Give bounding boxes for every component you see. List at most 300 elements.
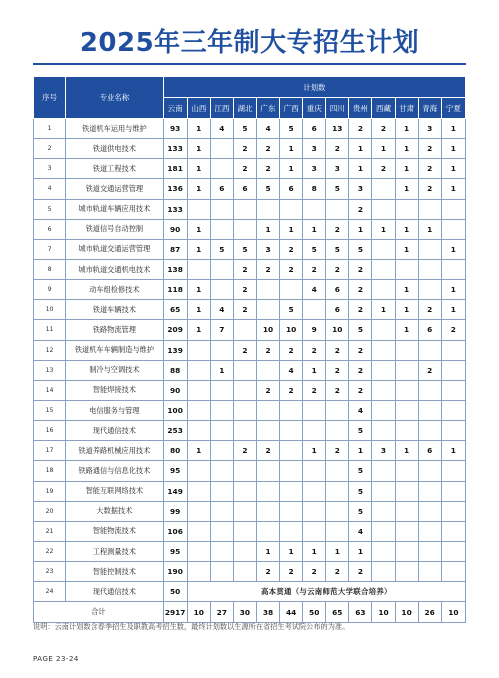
plan-cell [210,481,233,501]
plan-cell [187,360,210,380]
plan-cell [256,521,279,541]
plan-cell [187,199,210,219]
header-seq: 序号 [34,77,66,119]
plan-cell [187,400,210,420]
plan-cell: 1 [303,441,326,461]
plan-cell: 4 [303,280,326,300]
plan-cell: 6 [210,179,233,199]
plan-cell [395,360,418,380]
plan-cell: 1 [349,219,372,239]
plan-cell: 2 [280,239,303,259]
header-major: 专业名称 [66,77,163,119]
plan-cell [210,562,233,582]
plan-cell [210,199,233,219]
plan-cell [256,280,279,300]
table-row [34,159,466,179]
plan-cell [418,199,441,219]
plan-cell: 5 [349,320,372,340]
table-row [34,562,466,582]
header-province: 广西 [280,98,303,119]
plan-cell: 1 [395,320,418,340]
plan-cell: 1 [187,179,210,199]
plan-cell: 6 [280,179,303,199]
table-row [34,400,466,420]
plan-cell [326,501,349,521]
major-name: 城市轨道交通运营管理 [66,239,163,259]
plan-cell [210,340,233,360]
plan-cell [233,421,256,441]
plan-cell [372,461,395,481]
plan-cell: 118 [163,280,187,300]
row-number: 4 [34,179,66,199]
plan-cell: 1 [395,300,418,320]
header-province: 宁夏 [441,98,465,119]
plan-cell: 1 [256,541,279,561]
plan-cell [187,501,210,521]
header-province: 湖北 [233,98,256,119]
plan-cell [256,400,279,420]
plan-cell: 2 [349,280,372,300]
row-number: 21 [34,521,66,541]
plan-cell: 2 [349,360,372,380]
plan-cell [395,501,418,521]
plan-cell: 5 [303,239,326,259]
major-name: 制冷与空调技术 [66,360,163,380]
plan-cell [418,380,441,400]
plan-cell [418,481,441,501]
plan-cell: 1 [395,239,418,259]
plan-cell: 5 [280,300,303,320]
plan-cell: 5 [256,179,279,199]
total-cell: 26 [418,602,441,623]
plan-cell: 6 [418,320,441,340]
plan-cell [372,179,395,199]
major-name: 电信服务与管理 [66,400,163,420]
plan-cell: 5 [326,239,349,259]
plan-cell: 2 [256,340,279,360]
plan-cell: 2 [233,340,256,360]
row-number: 24 [34,582,66,602]
plan-cell: 2 [326,219,349,239]
plan-cell: 2 [326,340,349,360]
header-plan: 计划数 [163,77,465,98]
plan-cell: 2 [418,159,441,179]
plan-cell: 1 [349,139,372,159]
plan-cell [326,199,349,219]
table-row [34,219,466,239]
plan-cell: 5 [233,239,256,259]
plan-cell: 2 [441,320,465,340]
plan-cell [372,421,395,441]
plan-cell [418,340,441,360]
row-number: 19 [34,481,66,501]
plan-cell: 88 [163,360,187,380]
plan-cell: 93 [163,119,187,139]
plan-cell [303,300,326,320]
plan-cell [210,219,233,239]
plan-cell: 2 [233,280,256,300]
plan-cell: 1 [349,441,372,461]
table-row [34,501,466,521]
plan-cell [280,280,303,300]
plan-cell [395,340,418,360]
plan-cell: 1 [187,300,210,320]
plan-cell [372,259,395,279]
plan-cell [372,239,395,259]
plan-cell: 2 [418,179,441,199]
row-number: 17 [34,441,66,461]
plan-cell [280,199,303,219]
total-cell: 44 [280,602,303,623]
plan-cell: 149 [163,481,187,501]
plan-cell: 10 [256,320,279,340]
plan-cell: 90 [163,380,187,400]
plan-cell [395,562,418,582]
plan-cell: 2 [256,562,279,582]
major-name: 城市轨道车辆应用技术 [66,199,163,219]
total-cell: 30 [233,602,256,623]
plan-cell: 5 [349,461,372,481]
table-row [34,239,466,259]
plan-cell: 4 [210,119,233,139]
plan-cell [372,380,395,400]
plan-cell [210,541,233,561]
plan-cell [303,501,326,521]
plan-cell [372,481,395,501]
row-number: 3 [34,159,66,179]
plan-cell: 1 [395,179,418,199]
table-row [34,199,466,219]
plan-cell: 50 [163,582,187,602]
plan-cell [303,400,326,420]
plan-cell: 1 [280,541,303,561]
major-name: 动车组检修技术 [66,280,163,300]
plan-cell: 1 [395,280,418,300]
total-cell: 38 [256,602,279,623]
plan-cell [372,340,395,360]
plan-cell [441,219,465,239]
table-row [34,461,466,481]
table-row [34,259,466,279]
plan-cell: 2 [326,441,349,461]
plan-cell: 1 [395,119,418,139]
major-name: 智能互联网络技术 [66,481,163,501]
plan-cell [233,360,256,380]
plan-cell: 5 [349,421,372,441]
plan-cell [372,541,395,561]
total-cell: 63 [349,602,372,623]
plan-cell: 4 [349,521,372,541]
plan-cell [280,400,303,420]
table-row [34,582,466,602]
plan-cell: 1 [187,320,210,340]
plan-cell: 1 [349,159,372,179]
plan-cell [233,562,256,582]
plan-cell: 2 [233,159,256,179]
plan-cell [256,300,279,320]
plan-cell: 2 [326,139,349,159]
plan-cell [418,461,441,481]
table-row [34,340,466,360]
plan-cell: 1 [256,219,279,239]
plan-cell: 2 [233,441,256,461]
plan-cell: 3 [326,159,349,179]
plan-cell [418,259,441,279]
plan-cell: 2 [349,380,372,400]
plan-cell: 2 [349,562,372,582]
page-title: 2025年三年制大专招生计划 [79,28,420,58]
table-row [34,521,466,541]
plan-cell: 1 [441,159,465,179]
plan-cell [418,400,441,420]
plan-cell: 2 [326,380,349,400]
plan-cell: 6 [233,179,256,199]
row-number: 23 [34,562,66,582]
plan-cell: 1 [280,159,303,179]
plan-cell [256,501,279,521]
row-number: 8 [34,259,66,279]
plan-cell: 1 [280,139,303,159]
plan-cell [441,562,465,582]
plan-cell [210,159,233,179]
plan-cell [280,461,303,481]
total-cell: 65 [326,602,349,623]
plan-cell: 1 [349,541,372,561]
plan-cell: 6 [303,119,326,139]
header-province: 云南 [163,98,187,119]
plan-cell: 133 [163,139,187,159]
plan-cell: 2 [349,340,372,360]
plan-cell [233,461,256,481]
total-cell: 27 [210,602,233,623]
plan-cell [256,199,279,219]
plan-cell [233,219,256,239]
row-number: 11 [34,320,66,340]
plan-cell: 2 [233,259,256,279]
total-cell: 10 [441,602,465,623]
plan-cell: 1 [187,119,210,139]
row-number: 6 [34,219,66,239]
plan-cell: 1 [187,280,210,300]
major-name: 铁道交通运营管理 [66,179,163,199]
total-cell: 10 [395,602,418,623]
header-province: 广东 [256,98,279,119]
plan-cell: 5 [210,239,233,259]
plan-cell [395,521,418,541]
merged-program-note: 高本贯通（与云南师范大学联合培养） [187,582,465,602]
major-name: 铁道工程技术 [66,159,163,179]
plan-cell: 3 [372,441,395,461]
row-number: 2 [34,139,66,159]
total-cell: 50 [303,602,326,623]
plan-cell [441,360,465,380]
major-name: 现代通信技术 [66,421,163,441]
plan-cell: 2 [256,380,279,400]
plan-cell: 1 [441,119,465,139]
major-name: 智能物流技术 [66,521,163,541]
plan-cell: 1 [441,139,465,159]
plan-cell [187,421,210,441]
plan-cell [303,199,326,219]
plan-cell: 190 [163,562,187,582]
table-row [34,179,466,199]
plan-cell: 2 [256,441,279,461]
plan-cell: 1 [187,159,210,179]
plan-cell: 209 [163,320,187,340]
plan-cell: 2 [303,259,326,279]
plan-cell: 4 [349,400,372,420]
plan-cell [233,501,256,521]
plan-cell: 2 [256,259,279,279]
table-body [34,119,466,623]
major-name: 智能焊接技术 [66,380,163,400]
header-province: 西藏 [372,98,395,119]
plan-cell: 1 [395,441,418,461]
plan-cell [303,461,326,481]
major-name: 铁道养路机械应用技术 [66,441,163,461]
plan-cell: 1 [303,541,326,561]
major-name: 铁道机车运用与维护 [66,119,163,139]
plan-cell: 1 [441,300,465,320]
plan-cell [372,280,395,300]
major-name: 现代通信技术 [66,582,163,602]
major-name: 铁道信号自动控制 [66,219,163,239]
plan-cell: 138 [163,259,187,279]
plan-cell [280,521,303,541]
plan-cell [233,521,256,541]
plan-cell: 136 [163,179,187,199]
plan-cell: 7 [210,320,233,340]
table-row [34,320,466,340]
plan-cell [395,481,418,501]
header-province: 四川 [326,98,349,119]
row-number: 15 [34,400,66,420]
plan-cell [326,521,349,541]
plan-cell [395,380,418,400]
enrollment-plan-table [33,76,466,623]
plan-cell: 87 [163,239,187,259]
plan-cell [280,441,303,461]
plan-cell: 2 [303,380,326,400]
plan-cell [210,501,233,521]
title-divider [33,63,466,65]
plan-cell: 65 [163,300,187,320]
plan-cell [210,259,233,279]
total-label: 合计 [34,602,164,623]
plan-cell [233,400,256,420]
plan-cell: 2 [418,300,441,320]
plan-cell: 4 [210,300,233,320]
major-name: 铁道供电技术 [66,139,163,159]
table-row [34,421,466,441]
plan-cell [187,461,210,481]
plan-cell [210,280,233,300]
plan-cell [372,320,395,340]
plan-cell [441,259,465,279]
plan-cell [372,199,395,219]
header-province: 山西 [187,98,210,119]
plan-cell: 2 [303,562,326,582]
plan-cell [418,501,441,521]
footnote: 说明：云南计划数含春季招生及职教高考招生数，最终计划数以生源所在省招生考试院公布的为准。 [33,622,350,631]
plan-cell [280,481,303,501]
plan-cell: 1 [187,441,210,461]
plan-cell: 1 [326,541,349,561]
plan-cell: 1 [303,360,326,380]
header-province: 甘肃 [395,98,418,119]
plan-cell: 100 [163,400,187,420]
plan-cell [441,340,465,360]
plan-cell: 5 [233,119,256,139]
plan-cell: 5 [349,481,372,501]
plan-cell [210,400,233,420]
plan-cell: 2 [418,360,441,380]
plan-cell [441,501,465,521]
plan-cell: 1 [441,239,465,259]
plan-cell [441,380,465,400]
plan-cell [187,340,210,360]
plan-cell: 90 [163,219,187,239]
plan-cell: 2 [233,139,256,159]
plan-cell: 1 [372,219,395,239]
plan-cell: 6 [418,441,441,461]
row-number: 1 [34,119,66,139]
plan-cell [187,380,210,400]
plan-cell [187,481,210,501]
major-name: 城市轨道交通机电技术 [66,259,163,279]
plan-cell [256,461,279,481]
row-number: 7 [34,239,66,259]
plan-cell: 2 [280,562,303,582]
plan-cell [210,421,233,441]
plan-cell: 95 [163,541,187,561]
plan-cell: 1 [441,441,465,461]
total-row [34,602,466,623]
plan-cell [256,481,279,501]
plan-cell: 3 [349,179,372,199]
plan-cell [326,400,349,420]
plan-cell: 1 [187,239,210,259]
row-number: 9 [34,280,66,300]
plan-cell: 2 [280,259,303,279]
plan-cell [256,360,279,380]
plan-cell [372,400,395,420]
plan-cell [395,541,418,561]
plan-cell [280,501,303,521]
plan-cell: 1 [187,219,210,239]
plan-cell: 99 [163,501,187,521]
plan-cell [210,461,233,481]
row-number: 20 [34,501,66,521]
plan-cell: 2 [256,159,279,179]
plan-cell [210,139,233,159]
table-row [34,481,466,501]
plan-cell: 1 [280,219,303,239]
plan-cell [372,360,395,380]
plan-cell [395,421,418,441]
plan-cell: 3 [303,139,326,159]
table-row [34,119,466,139]
plan-cell [395,199,418,219]
row-number: 16 [34,421,66,441]
major-name: 铁道车辆技术 [66,300,163,320]
plan-cell [372,521,395,541]
plan-cell [441,421,465,441]
plan-cell: 2 [349,119,372,139]
plan-cell: 139 [163,340,187,360]
table-row [34,380,466,400]
plan-cell: 10 [326,320,349,340]
